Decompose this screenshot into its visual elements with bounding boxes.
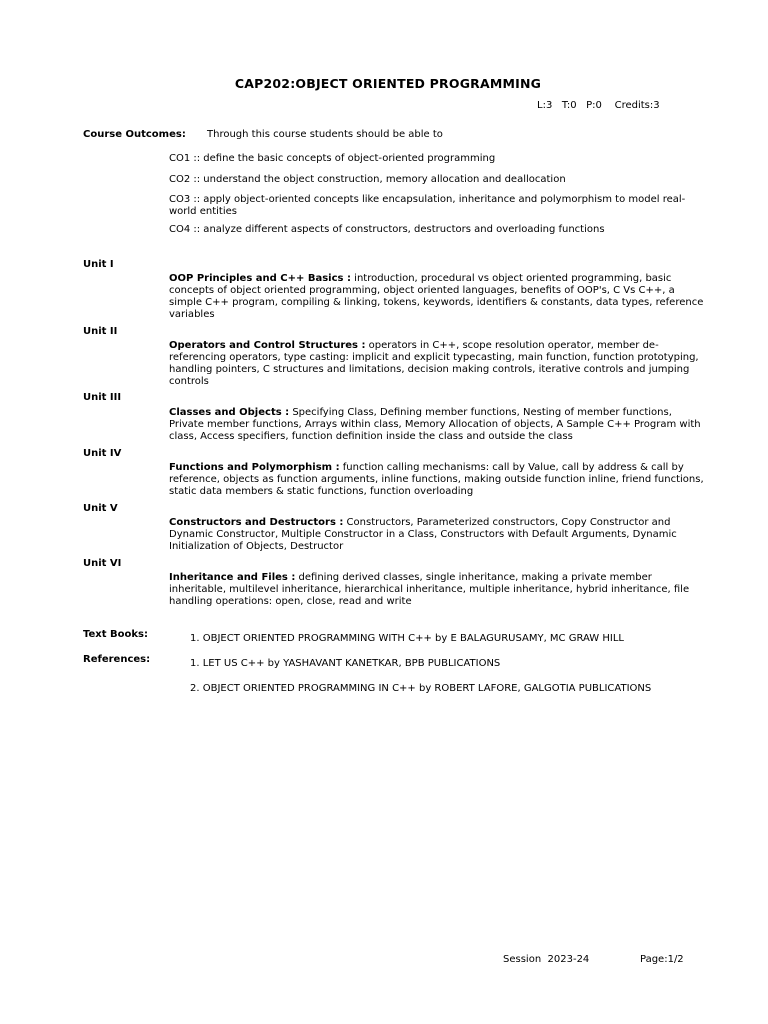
unit-text: introduction, procedural vs object oriented programming, basic concepts of object oriented programming, object oriented languages, benefits of OOP's, C Vs C++, a simple C++ program, compiling & linking, tokens, keywords, identifiers & constants, data types, reference variables [169, 273, 704, 320]
unit-text: defining derived classes, single inheritance, making a private member inheritable, multilevel inheritance, hierarchical inheritance, multiple inheritance, hybrid inheritance, file handling operations: open, close, read and write [169, 572, 690, 607]
reference-item: 2. OBJECT ORIENTED PROGRAMMING IN C++ by ROBERT LAFORE, GALGOTIA PUBLICATIONS [190, 683, 652, 694]
unit-text: operators in C++, scope resolution operator, member de-referencing operators, type casting: implicit and explicit typecasting, main function, function prototyping, handling pointers, C structures and limitations, decision making controls, iterative controls and jumping controls [169, 340, 699, 387]
unit-heading: Operators and Control Structures : [169, 340, 366, 351]
unit-label: Unit VI [83, 558, 122, 569]
unit-heading: Inheritance and Files : [169, 572, 296, 583]
unit-text: Specifying Class, Defining member functions, Nesting of member functions, Private member functions, Arrays within class, Memory Allocation of objects, A Sample C++ Program with class, Access specifiers, function definition inside the class and outside the class [169, 407, 701, 442]
page-number: Page:1/2 [640, 954, 684, 965]
session-label: Session 2023-24 [503, 954, 590, 965]
unit-heading: OOP Principles and C++ Basics : [169, 273, 351, 284]
unit-text: function calling mechanisms: call by Value, call by address & call by reference, objects as function arguments, inline functions, making outside function inline, friend functions, static data members & static functions, function overloading [169, 462, 704, 497]
unit-content [169, 273, 709, 321]
unit-label: Unit II [83, 326, 118, 337]
unit-content [169, 517, 709, 553]
course-title: CAP202:OBJECT ORIENTED PROGRAMMING [234, 76, 542, 91]
text-book-item: 1. OBJECT ORIENTED PROGRAMMING WITH C++ by E BALAGURUSAMY, MC GRAW HILL [190, 633, 624, 644]
unit-text: Constructors, Parameterized constructors, Copy Constructor and Dynamic Constructor, Multiple Constructor in a Class, Constructors with Default Arguments, Dynamic Initialization of Objects, Destructor [169, 517, 677, 552]
unit-content [169, 340, 709, 388]
unit-label: Unit I [83, 259, 114, 270]
references-label: References: [83, 654, 151, 665]
unit-heading: Constructors and Destructors : [169, 517, 344, 528]
course-outcome-item: CO3 :: apply object-oriented concepts like encapsulation, inheritance and polymorphism to model real-world entities [169, 194, 686, 217]
unit-label: Unit III [83, 392, 122, 403]
unit-label: Unit V [83, 503, 118, 514]
unit-content [169, 572, 709, 608]
course-outcome-item: CO2 :: understand the object construction, memory allocation and deallocation [169, 174, 566, 185]
text-books-label: Text Books: [83, 629, 148, 640]
course-outcomes-label: Course Outcomes: [83, 129, 186, 140]
reference-item: 1. LET US C++ by YASHAVANT KANETKAR, BPB PUBLICATIONS [190, 658, 501, 669]
unit-content [169, 407, 709, 443]
unit-label: Unit IV [83, 448, 122, 459]
course-outcome-item: CO1 :: define the basic concepts of object-oriented programming [169, 153, 496, 164]
course-outcomes-intro: Through this course students should be able to [207, 129, 443, 140]
unit-heading: Classes and Objects : [169, 407, 290, 418]
unit-heading: Functions and Polymorphism : [169, 462, 340, 473]
credits-line: L:3 T:0 P:0 Credits:3 [537, 100, 660, 111]
course-outcome-item: CO4 :: analyze different aspects of constructors, destructors and overloading functions [169, 224, 605, 235]
unit-content [169, 462, 709, 498]
